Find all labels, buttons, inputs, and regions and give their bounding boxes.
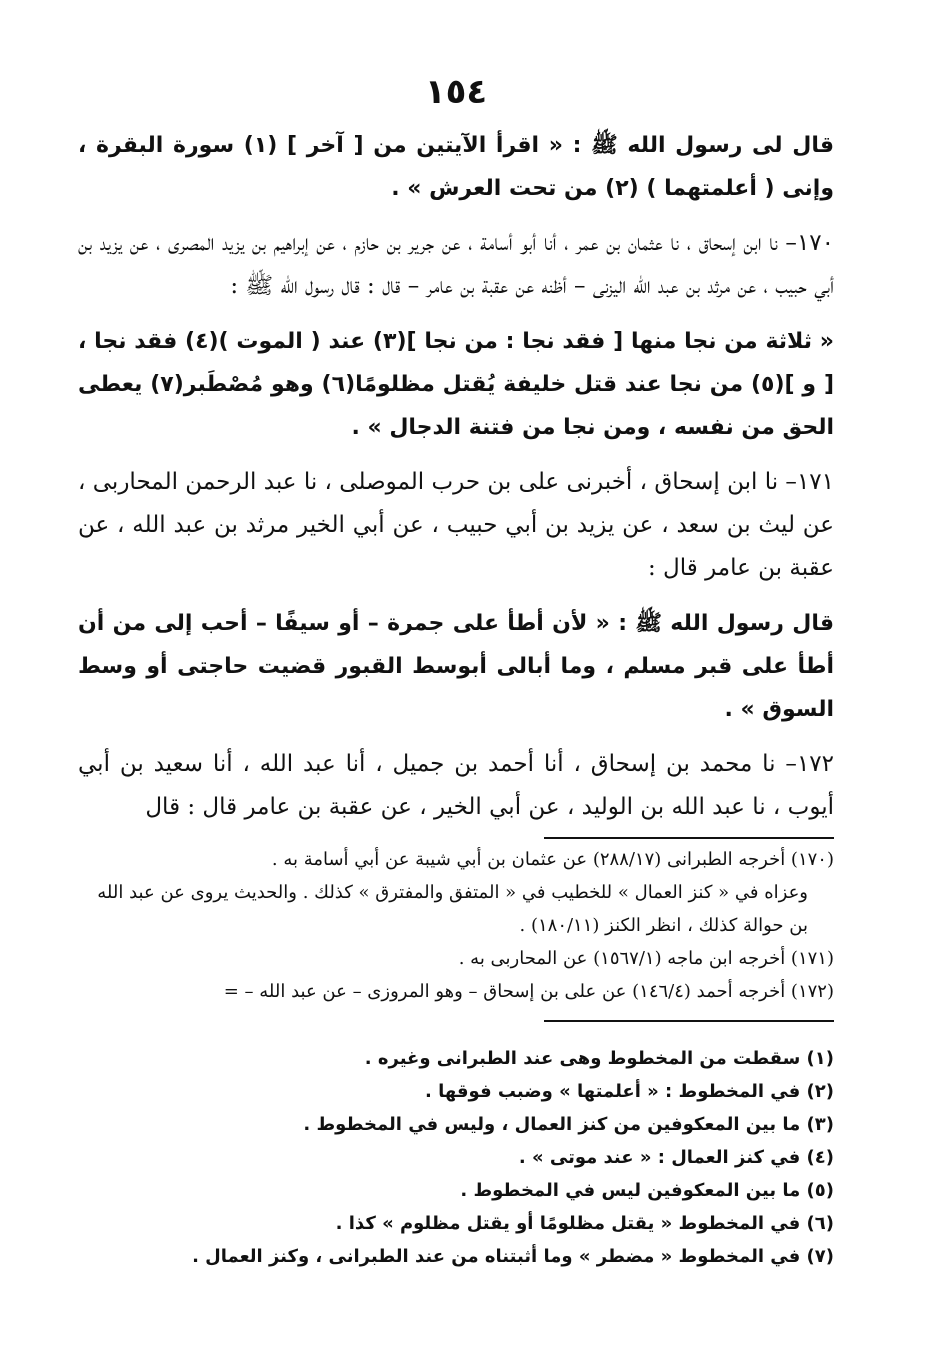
hadith-171-isnad: ١٧١– نا ابن إسحاق ، أخبرنى على بن حرب الموصلى ، نا عبد الرحمن المحاربى ، عن ليث بن سعد ، عن يزيد بن أبي حبيب ، عن أبي الخير مرثد بن عبد الله ، عن عقبة بن عامر قال : <box>78 469 834 581</box>
takhrij-note: (١٧٠) أخرجه الطبرانى (٢٨٨/١٧) عن عثمان بن أبي شيبة عن أبي أسامة به . <box>271 849 834 870</box>
hadith-171-matn: قال رسول الله ﷺ : « لأن أطأ على جمرة – أو سيفًا – أحب إلى من أن أطأ على قبر مسلم ، وما أبالى أبوسط القبور قضيت حاجتى أو وسط السوق » . <box>78 611 834 722</box>
book-page <box>78 70 834 1273</box>
page-number: ١٥٤ <box>424 72 488 112</box>
footnote-item: (٢) في المخطوط : « أعلمتها » وضبب فوقها . <box>425 1081 834 1102</box>
footnotes-list <box>78 1042 834 1273</box>
footnote-item: (٣) ما بين المعكوفين من كنز العمال ، وليس في المخطوط . <box>303 1114 834 1135</box>
hadith-170-matn: « ثلاثة من نجا منها [ فقد نجا : من نجا ](٣) عند ( الموت )(٤) فقد نجا ، [ و ](٥) من نجا عند قتل خليفة يُقتل مظلومًا(٦) وهو مُصْطَبر(٧) يعطى الحق من نفسه ، ومن نجا من فتنة الدجال » . <box>78 329 835 440</box>
takhrij-notes <box>78 843 834 1008</box>
footnote-item: (٧) في المخطوط « مضطر » وما أثبتناه من عند الطبرانى ، وكنز العمال . <box>192 1246 834 1267</box>
footnotes-divider <box>544 1020 834 1022</box>
paragraph-continuation: قال لى رسول الله ﷺ : « اقرأ الآيتين من [ آخر ] (١) سورة البقرة ، وإنى ( أعلمتهما ) (٢) من تحت العرش » . <box>78 133 834 201</box>
footnote-item: (٥) ما بين المعكوفين ليس في المخطوط . <box>460 1180 834 1201</box>
hadith-172-isnad: ١٧٢– نا محمد بن إسحاق ، أنا أحمد بن جميل ، أنا عبد الله ، أنا سعيد بن أبي أيوب ، نا عبد الله بن الوليد ، عن أبي الخير ، عن عقبة بن عامر قال : قال <box>78 751 834 820</box>
footnote-item: (١) سقطت من المخطوط وهى عند الطبرانى وغيره . <box>364 1048 834 1069</box>
takhrij-note: (١٧١) أخرجه ابن ماجه (١٥٦٧/١) عن المحاربى به . <box>458 948 834 969</box>
footnote-item: (٤) في كنز العمال : « عند موتى » . <box>518 1147 834 1168</box>
takhrij-note: وعزاه في « كنز العمال » للخطيب في « المتفق والمفترق » كذلك . والحديث يروى عن عبد الله بن حوالة كذلك ، انظر الكنز (١٨٠/١١) . <box>97 882 808 936</box>
takhrij-note: (١٧٢) أخرجه أحمد (١٤٦/٤) عن على بن إسحاق – وهو المروزى – عن عبد الله – = <box>223 981 834 1002</box>
takhrij-divider <box>544 837 834 839</box>
hadith-170-isnad: ١٧٠– نا ابن إسحاق ، نا عثمان بن عمر ، أنا أبو أسامة ، عن جرير بن حازم ، عن إبراهيم بن يزيد المصرى ، عن يزيد بن أبي حبيب ، عن مرثد بن عبد الله اليزنى – أظنه عن عقبة بن عامر – قال : قال رسول الله ﷺ : <box>78 230 834 299</box>
footnote-item: (٦) في المخطوط « يقتل مظلومًا أو يقتل مظلوم » كذا . <box>335 1213 834 1234</box>
